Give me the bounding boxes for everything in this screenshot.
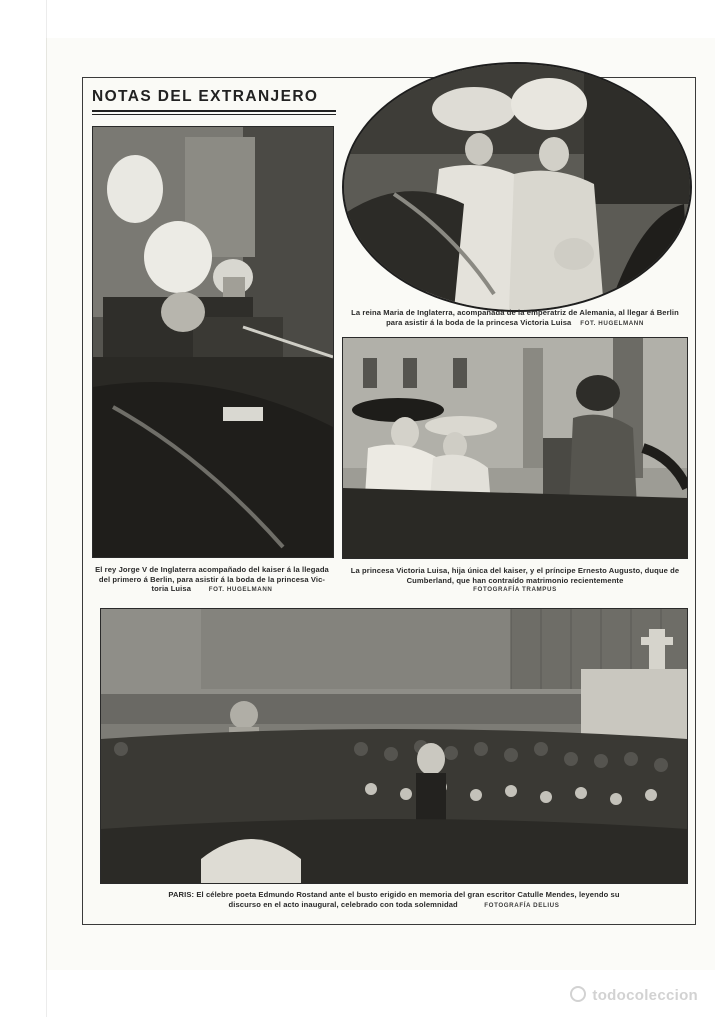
masthead	[92, 88, 336, 118]
caption-line: para asistir á la boda de la princesa Victoria Luisa FOT. HUGELMANN	[386, 317, 644, 327]
photo-credit: FOT. HUGELMANN	[580, 319, 644, 327]
caption-line: PARIS: El célebre poeta Edmundo Rostand ante el busto erigido en memoria del gran escritor Catulle Mendes, leyendo su	[168, 890, 620, 899]
photo-king-kaiser	[92, 126, 334, 558]
caption-line: del primero á Berlin, para asistir á la boda de la princesa Vic-	[98, 574, 326, 584]
caption-king-kaiser	[84, 565, 340, 595]
watermark-text: todocoleccion	[592, 987, 698, 1004]
masthead-title: NOTAS DEL EXTRANJERO	[92, 88, 319, 105]
masthead-rule-thin	[92, 114, 336, 115]
caption-queen-empress	[342, 308, 688, 328]
photo-credit: FOT. HUGELMANN	[208, 586, 273, 594]
photo-princess-wedding	[342, 337, 688, 559]
watermark-logo-icon	[570, 986, 586, 1002]
caption-line: discurso en el acto inaugural, celebrado con toda solemnidad FOTOGRAFÍA DELIUS	[228, 899, 560, 909]
caption-line: toria Luisa FOT. HUGELMANN	[151, 584, 273, 594]
caption-princess-wedding	[342, 566, 688, 595]
photo-queen-empress	[342, 62, 692, 312]
caption-paris-rostand	[96, 890, 692, 910]
masthead-rule	[92, 110, 336, 112]
watermark	[570, 986, 698, 1004]
caption-line: Cumberland, que han contraído matrimonio recientemente	[406, 575, 624, 585]
caption-line: La reina Maria de Inglaterra, acompañada de la emperatriz de Alemania, al llegar á Berlin	[351, 308, 679, 317]
photo-credit: FOTOGRAFÍA TRAMPUS	[473, 586, 557, 594]
photo-paris-rostand	[100, 608, 688, 884]
caption-line: La princesa Victoria Luisa, hija única del kaiser, y el príncipe Ernesto Augusto, duque de	[350, 566, 680, 575]
caption-line: El rey Jorge V de Inglaterra acompañado del kaiser á la llegada	[95, 565, 329, 574]
photo-credit: FOTOGRAFÍA DELIUS	[484, 901, 560, 909]
